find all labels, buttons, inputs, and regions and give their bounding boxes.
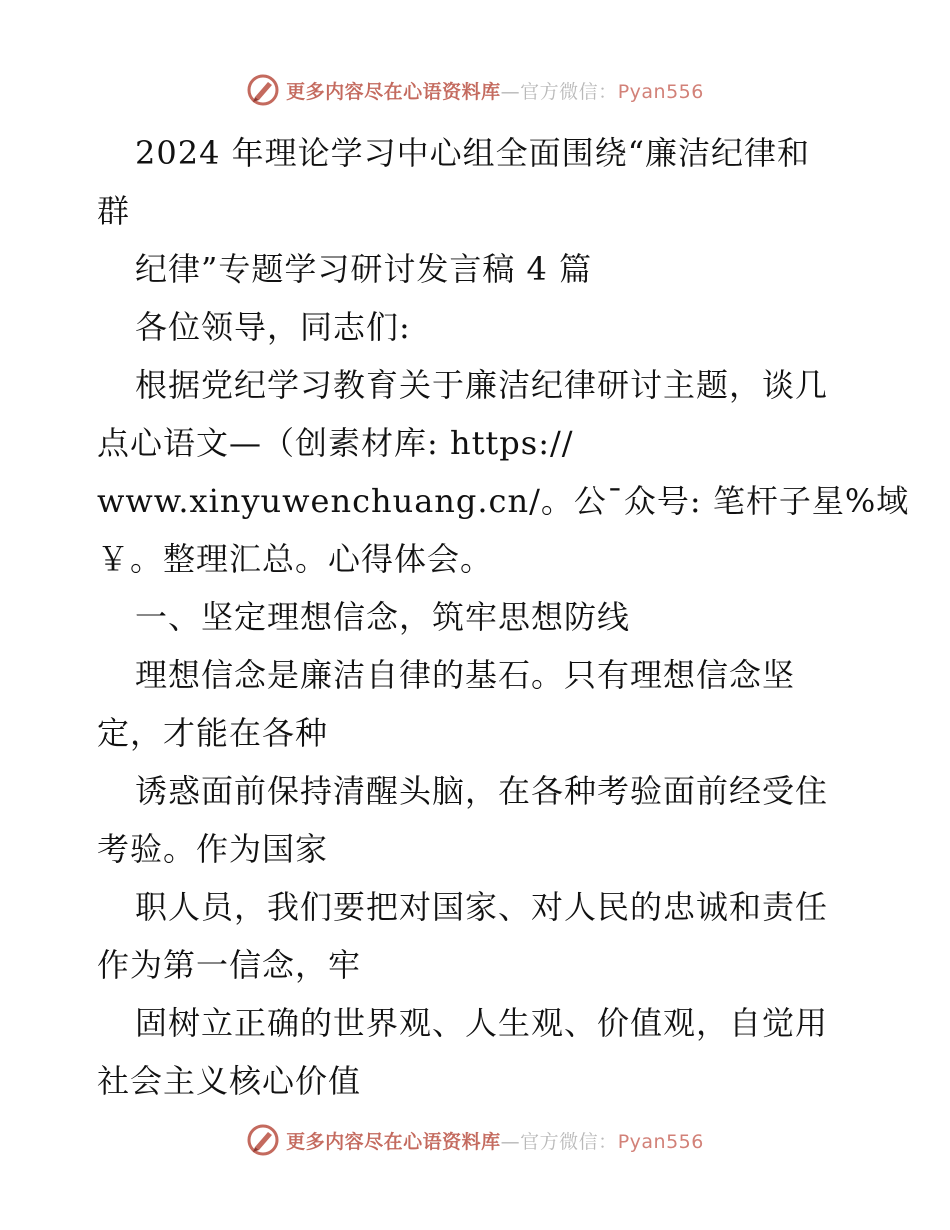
paragraph-line: 根据党纪学习教育关于廉洁纪律研讨主题，谈几 bbox=[135, 366, 829, 404]
banner-dash: — bbox=[500, 1130, 521, 1153]
banner-text bbox=[286, 77, 704, 104]
footer-watermark-banner bbox=[0, 1118, 950, 1162]
pen-swirl-logo-icon bbox=[246, 73, 280, 107]
banner-main-text: 更多内容尽在心语资料库 bbox=[286, 1130, 501, 1153]
header-watermark-banner bbox=[0, 68, 950, 112]
banner-wechat-label: 官方微信： bbox=[520, 1130, 618, 1153]
paragraph-line: 固树立正确的世界观、人生观、价值观，自觉用 bbox=[135, 1004, 829, 1042]
banner-wechat-id: Pyan556 bbox=[617, 80, 704, 103]
pen-swirl-logo-icon bbox=[246, 1123, 280, 1157]
paragraph-line: 定，才能在各种 bbox=[97, 714, 329, 752]
title-line: 群 bbox=[97, 192, 131, 230]
banner-wechat-label: 官方微信： bbox=[520, 80, 618, 103]
paragraph-line: www.xinyuwenchuang.cn/。公¯众号: 笔杆子星%域 bbox=[97, 482, 910, 520]
paragraph-line: 诱惑面前保持清醒头脑，在各种考验面前经受住 bbox=[135, 772, 829, 810]
banner-text bbox=[286, 1127, 704, 1154]
salutation-line: 各位领导，同志们: bbox=[135, 308, 411, 346]
title-line: 纪律”专题学习研讨发言稿 4 篇 bbox=[135, 250, 593, 288]
document-body bbox=[97, 124, 910, 1110]
section-heading: 一、坚定理想信念，筑牢思想防线 bbox=[135, 598, 631, 636]
banner-dash: — bbox=[500, 80, 521, 103]
paragraph-line: 理想信念是廉洁自律的基石。只有理想信念坚 bbox=[135, 656, 796, 694]
paragraph-line: 职人员，我们要把对国家、对人民的忠诚和责任 bbox=[135, 888, 829, 926]
title-line: 2024 年理论学习中心组全面围绕“廉洁纪律和 bbox=[135, 134, 810, 172]
paragraph-line: 作为第一信念，牢 bbox=[97, 946, 362, 984]
paragraph-line: 考验。作为国家 bbox=[97, 830, 329, 868]
banner-wechat-id: Pyan556 bbox=[617, 1130, 704, 1153]
banner-main-text: 更多内容尽在心语资料库 bbox=[286, 80, 501, 103]
paragraph-line: ￥。整理汇总。心得体会。 bbox=[97, 540, 494, 578]
paragraph-line: 点心语文—（创素材库: https:// bbox=[97, 424, 574, 462]
paragraph-line: 社会主义核心价值 bbox=[97, 1062, 362, 1100]
